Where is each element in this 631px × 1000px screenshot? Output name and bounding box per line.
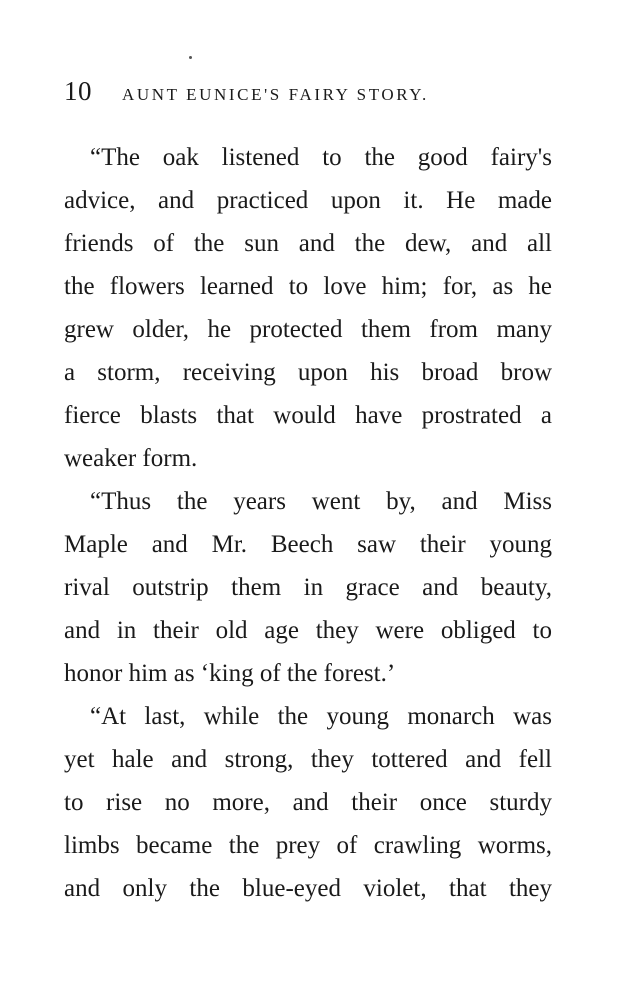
- text-line: fierce blasts that would have prostrated a: [64, 402, 552, 429]
- paragraph: [64, 136, 552, 480]
- text-line: rival outstrip them in grace and beauty,: [64, 574, 552, 601]
- text-line: limbs became the prey of crawling worms,: [64, 832, 552, 859]
- paragraph: [64, 480, 552, 695]
- text-line: “Thus the years went by, and Miss: [90, 488, 552, 515]
- text-line: a storm, receiving upon his broad brow: [64, 359, 552, 386]
- text-line: weaker form.: [64, 445, 198, 472]
- page-number: 10: [64, 76, 92, 106]
- text-line: honor him as ‘king of the forest.’: [64, 660, 396, 687]
- text-line: “At last, while the young monarch was: [90, 703, 552, 730]
- paragraph: [64, 695, 552, 910]
- text-line: grew older, he protected them from many: [64, 316, 552, 343]
- print-speck: [189, 56, 192, 59]
- text-line: “The oak listened to the good fairy's: [90, 144, 552, 171]
- running-head: AUNT EUNICE'S FAIRY STORY.: [122, 85, 429, 104]
- text-line: Maple and Mr. Beech saw their young: [64, 531, 552, 558]
- text-line: friends of the sun and the dew, and all: [64, 230, 552, 257]
- text-line: to rise no more, and their once sturdy: [64, 789, 552, 816]
- text-line: advice, and practiced upon it. He made: [64, 187, 552, 214]
- text-line: yet hale and strong, they tottered and fell: [64, 746, 552, 773]
- body-text: [64, 136, 552, 910]
- text-line: and in their old age they were obliged to: [64, 617, 552, 644]
- page-header: [64, 76, 554, 110]
- text-line: and only the blue-eyed violet, that they: [64, 875, 552, 902]
- text-line: the flowers learned to love him; for, as he: [64, 273, 552, 300]
